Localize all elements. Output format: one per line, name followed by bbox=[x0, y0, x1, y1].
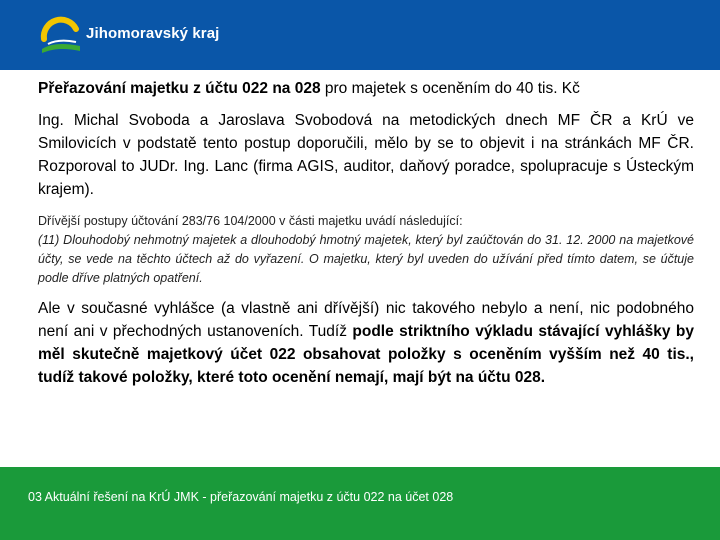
conclusion-normal: Ale v současné vyhlášce (a vlastně ani dřívější) nic takového nebylo a není, nic podobného není ani v přechodných ustanoveních. Tudíž bbox=[38, 300, 694, 340]
header-bar bbox=[0, 0, 720, 70]
slide-heading bbox=[38, 78, 694, 99]
brand-name: Jihomoravský kraj bbox=[86, 25, 220, 42]
paragraph-conclusion bbox=[38, 297, 694, 389]
paragraph-previous-rules bbox=[38, 212, 694, 288]
footer-caption: 03 Aktuální řešení na KrÚ JMK - přeřazování majetku z účtu 022 na účet 028 bbox=[28, 490, 454, 504]
heading-bold: Přeřazování majetku z účtu 022 na 028 bbox=[38, 80, 321, 97]
conclusion-bold: podle striktního výkladu stávající vyhlášky by měl skutečně majetkový účet 022 obsahovat položky s oceněním vyšším než 40 tis., tudíž takové položky, které toto ocenění nemají, mají být na účtu 028. bbox=[38, 323, 694, 386]
paragraph-recommendation: Ing. Michal Svoboda a Jaroslava Svobodová na metodických dnech MF ČR a KrÚ ve Smilovicích v podstatě tento postup doporučili, mělo by se to objevit i na stránkách MF ČR. Rozporoval to JUDr. Ing. Lanc (firma AGIS, auditor, daňový poradce, spolupracuje s Ústeckým krajem). bbox=[38, 112, 694, 198]
previous-rules-quote: (11) Dlouhodobý nehmotný majetek a dlouhodobý hmotný majetek, který byl zaúčtován do 31. 12. 2000 na majetkové účty, se vede na těchto účtech až do vyřazení. O majetku, který byl uveden do užívání před tímto datem, se účtuje podle dříve platných opatření. bbox=[38, 233, 694, 285]
previous-rules-intro: Dřívější postupy účtování 283/76 104/2000 v části majetku uvádí následující: bbox=[38, 214, 463, 228]
jihomoravsky-kraj-logo-icon bbox=[38, 13, 82, 57]
heading-rest: pro majetek s oceněním do 40 tis. Kč bbox=[320, 80, 580, 97]
slide-content bbox=[38, 72, 694, 389]
footer-bar bbox=[0, 467, 720, 540]
